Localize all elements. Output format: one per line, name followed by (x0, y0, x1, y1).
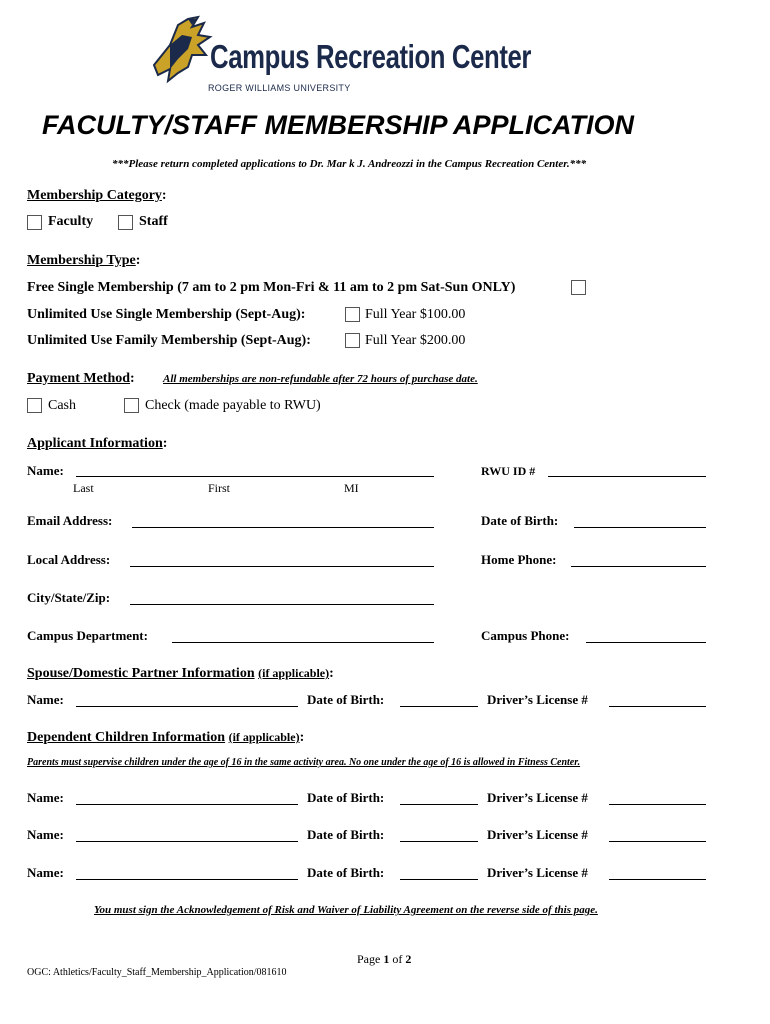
type-heading: Membership Type: (27, 253, 141, 268)
hawk-logo-icon (148, 15, 218, 85)
spouse-name-label: Name: (27, 692, 64, 707)
child2-name-label: Name: (27, 827, 64, 842)
logo-subtitle: ROGER WILLIAMS UNIVERSITY (208, 83, 351, 93)
name-label: Name: (27, 463, 64, 478)
spouse-dob-field[interactable] (400, 706, 478, 707)
child3-name-label: Name: (27, 865, 64, 880)
child1-name-field[interactable] (76, 804, 298, 805)
local-address-field[interactable] (130, 566, 434, 567)
page-number: Page 1 of 2 (357, 952, 412, 966)
name-field[interactable] (76, 476, 434, 477)
spouse-license-field[interactable] (609, 706, 706, 707)
faculty-label: Faculty (48, 214, 94, 229)
email-field[interactable] (132, 527, 434, 528)
spouse-heading: Spouse/Domestic Partner Information (if applicable): (27, 666, 334, 681)
family-label: Unlimited Use Family Membership (Sept-Aug): (27, 333, 311, 348)
applicant-heading: Applicant Information: (27, 436, 168, 451)
family-price: Full Year $200.00 (365, 333, 466, 348)
rwu-id-field[interactable] (548, 476, 706, 477)
single-price: Full Year $100.00 (365, 307, 466, 322)
first-caption: First (208, 481, 231, 495)
payment-heading: Payment Method: (27, 371, 135, 386)
check-checkbox[interactable] (124, 398, 139, 413)
child1-name-label: Name: (27, 790, 64, 805)
cash-checkbox[interactable] (27, 398, 42, 413)
child3-dob-label: Date of Birth: (307, 865, 385, 880)
child2-dob-field[interactable] (400, 841, 478, 842)
spouse-name-field[interactable] (76, 706, 298, 707)
form-title: FACULTY/STAFF MEMBERSHIP APPLICATION (42, 110, 634, 140)
faculty-checkbox[interactable] (27, 215, 42, 230)
child3-name-field[interactable] (76, 879, 298, 880)
dependents-heading: Dependent Children Information (if applicable): (27, 730, 305, 745)
spouse-license-label: Driver’s License # (487, 692, 588, 707)
child1-dob-label: Date of Birth: (307, 790, 385, 805)
city-label: City/State/Zip: (27, 590, 111, 605)
dob-field[interactable] (574, 527, 706, 528)
child3-license-label: Driver’s License # (487, 865, 588, 880)
logo-title: Campus Recreation Center (210, 38, 532, 75)
single-checkbox[interactable] (345, 307, 360, 322)
email-label: Email Address: (27, 513, 113, 528)
check-label: Check (made payable to RWU) (145, 398, 321, 413)
campus-dept-label: Campus Department: (27, 628, 148, 643)
single-label: Unlimited Use Single Membership (Sept-Aug): (27, 307, 306, 322)
campus-phone-field[interactable] (586, 642, 706, 643)
campus-phone-label: Campus Phone: (481, 628, 570, 643)
free-single-label: Free Single Membership (7 am to 2 pm Mon-Fri & 11 am to 2 pm Sat-Sun ONLY) (27, 280, 516, 295)
dob-label: Date of Birth: (481, 513, 559, 528)
staff-label: Staff (139, 214, 168, 229)
home-phone-label: Home Phone: (481, 552, 557, 567)
staff-checkbox[interactable] (118, 215, 133, 230)
city-field[interactable] (130, 604, 434, 605)
child2-license-field[interactable] (609, 841, 706, 842)
child1-dob-field[interactable] (400, 804, 478, 805)
free-single-checkbox[interactable] (571, 280, 586, 295)
return-instruction: ***Please return completed applications to Dr. Mar k J. Andreozzi in the Campus Recreation Center.*** (112, 158, 587, 170)
supervise-note: Parents must supervise children under the age of 16 in the same activity area. No one under the age of 16 is allowed in Fitness Center. (27, 757, 581, 768)
home-phone-field[interactable] (571, 566, 706, 567)
child2-license-label: Driver’s License # (487, 827, 588, 842)
category-heading: Membership Category: (27, 188, 167, 203)
refund-note: All memberships are non-refundable after 72 hours of purchase date. (163, 373, 478, 385)
file-reference: OGC: Athletics/Faculty_Staff_Membership_Application/081610 (27, 967, 287, 978)
child2-dob-label: Date of Birth: (307, 827, 385, 842)
child3-dob-field[interactable] (400, 879, 478, 880)
child3-license-field[interactable] (609, 879, 706, 880)
mi-caption: MI (344, 481, 359, 495)
rwu-id-label: RWU ID # (481, 464, 536, 478)
local-address-label: Local Address: (27, 552, 111, 567)
child1-license-field[interactable] (609, 804, 706, 805)
spouse-dob-label: Date of Birth: (307, 692, 385, 707)
cash-label: Cash (48, 398, 76, 413)
child2-name-field[interactable] (76, 841, 298, 842)
family-checkbox[interactable] (345, 333, 360, 348)
acknowledgement-note: You must sign the Acknowledgement of Risk and Waiver of Liability Agreement on the reverse side of this page. (94, 904, 598, 916)
child1-license-label: Driver’s License # (487, 790, 588, 805)
last-caption: Last (73, 481, 94, 495)
campus-dept-field[interactable] (172, 642, 434, 643)
